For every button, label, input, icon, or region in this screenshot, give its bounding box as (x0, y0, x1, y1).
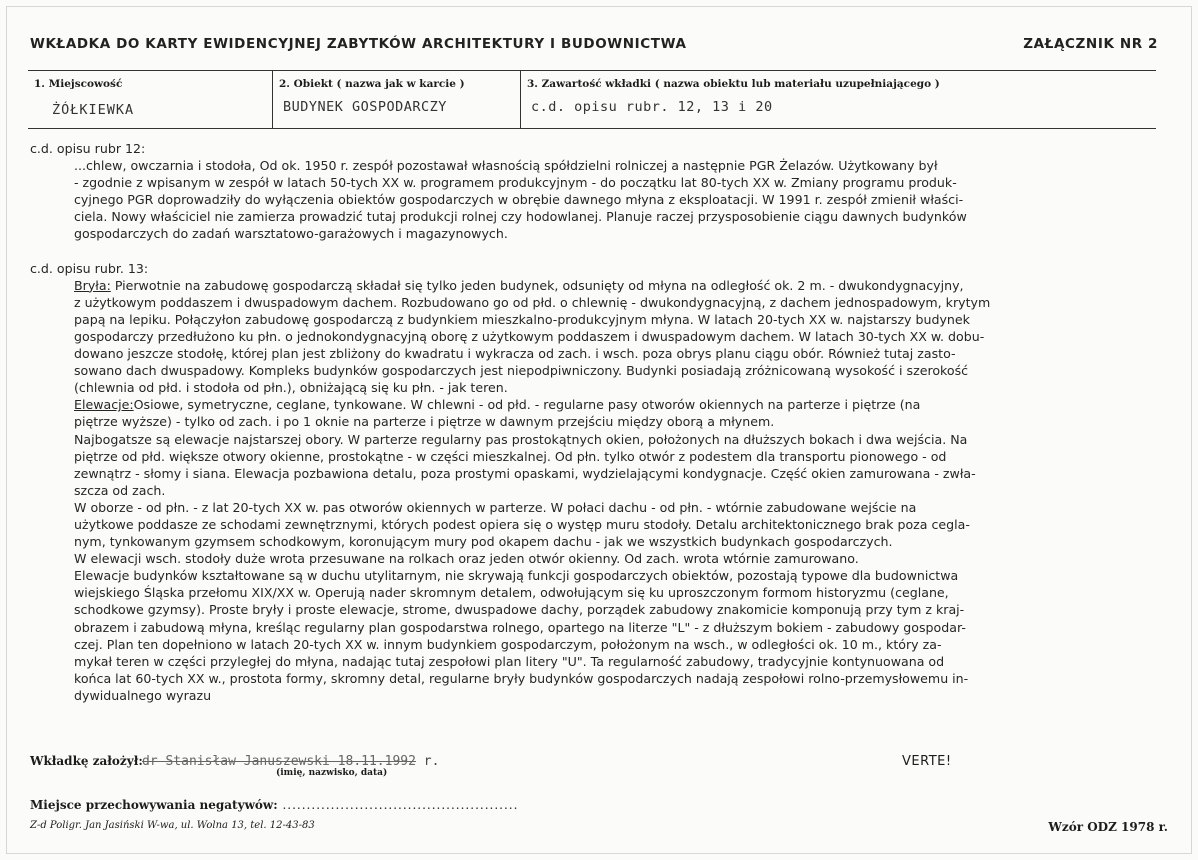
bryla-line: papą na lepiku. Połączyłon zabudowę gospodarczą z budynkiem mieszkalno-produkcyjnym młyna. W latach 20-tych XX w. najstarszy budynek (74, 311, 970, 327)
bryla-first-text: Pierwotnie na zabudowę gospodarczą składał się tylko jeden budynek, odsunięty od młyna na odległość ok. 2 m. - dwukondygnacyjny, (110, 277, 964, 293)
elewacje-line: obrazem i zabudową młyna, kreśląc regularny plan gospodarstwa rolnego, opartego na literze "L" - z dłuższym bokiem - zabudowy gospodar- (74, 619, 966, 635)
negatives-dots: ................................................. (277, 798, 519, 812)
elewacje-label: Elewacje: (74, 397, 134, 413)
section-12-heading: c.d. opisu rubr 12: (30, 141, 146, 156)
object-value: BUDYNEK GOSPODARCZY (283, 99, 447, 115)
annex-number: ZAŁĄCZNIK NR 2 (1023, 36, 1158, 52)
bryla-line: (chlewnia od płd. i stodoła od płn.), obniżającą się ku płn. - jak teren. (74, 380, 508, 396)
s12-line: - zgodnie z wpisanym w zespół w latach 50-tych XX w. programem produkcyjnym - do początku lat 80-tych XX w. Zmiany programu produk- (74, 175, 957, 191)
elewacje-first-line (74, 396, 1170, 413)
bryla-first-line (74, 277, 1170, 294)
elewacje-line: W elewacji wsch. stodoły duże wrota przesuwane na rolkach oraz jeden otwór okienny. Od zach. wrota wtórnie zamurowano. (74, 551, 859, 567)
author-row (30, 754, 1170, 784)
verte-note: VERTE! (902, 754, 952, 769)
s12-line: cyjnego PGR doprowadziły do wyłączenia obiektów gospodarczych w obrębie dawnego młyna z eksploatacji. W 1991 r. zespół zmienił właści- (74, 192, 964, 208)
location-label: 1. Miejscowość (34, 78, 123, 90)
bryla-line: dowano jeszcze stodołę, której plan jest zbliżony do kwadratu i wykracza od zach. i wsch. poza obrys planu ciągu obór. Również tutaj zasto- (74, 346, 956, 362)
section-12 (30, 140, 1170, 243)
author-entry (142, 754, 439, 769)
elewacje-line: W oborze - od płn. - z lat 20-tych XX w. pas otworów okiennych w parterze. W połaci dachu - od płn. - wtórnie zabudowane wejście na (74, 499, 917, 515)
elewacje-line: zewnątrz - słomy i siana. Elewacja pozbawiona detalu, poza prostymi opaskami, wydzielającymi kondygnacje. Część okien zamurowana - zwła- (74, 465, 976, 481)
elewacje-line: Najbogatsze są elewacje najstarszej obory. W parterze regularny pas prostokątnych okien, położonych na dłuższych bokach i dwa wejścia. Na (74, 431, 968, 447)
bryla-line: gospodarczy przedłużono ku płn. o jednokondygnacyjną oborę z użytkowym poddaszem i dwuspadowym dachem. W latach 30-tych XX w. dobu- (74, 328, 985, 344)
negatives-label: Miejsce przechowywania negatywów: (30, 798, 278, 812)
elewacje-line: użytkowe poddasze ze schodami zewnętrznymi, których podest opiera się o występ muru stodoły. Detalu architektonicznego brak poza cegla- (74, 516, 970, 532)
bryla-label: Bryła: (74, 277, 111, 293)
content-cell (520, 71, 1156, 128)
form-id: Wzór ODZ 1978 r. (1048, 820, 1168, 834)
printer-note: Z-d Poligr. Jan Jasiński W-wa, ul. Wolna 13, tel. 12-43-83 (30, 820, 315, 831)
elewacje-lines (30, 413, 1170, 704)
elewacje-line: mykał teren w części przyległej do młyna, nadając tutaj zespołowi plan litery "U". Ta regularność zabudowy, tradycyjnie kontynuowana od (74, 653, 945, 669)
location-value: ŻÓŁKIEWKA (52, 102, 135, 118)
description-body (30, 140, 1170, 704)
bryla-line: z użytkowym poddaszem i dwuspadowym dachem. Rozbudowano go od płd. o chlewnię - dwukondygnacyjną, z dachem jednospadowym, krytym (74, 294, 991, 310)
elewacje-line: wiejskiego Śląska przełomu XIX/XX w. Operują nader skromnym detalem, odwołującym się ku uproszczonym formom historyzmu (ceglane, (74, 585, 949, 601)
s12-line: ...chlew, owczarnia i stodoła, Od ok. 1950 r. zespół pozostawał własnością spółdzielni rolniczej a następnie PGR Żelazów. Użytkowany był (74, 158, 938, 174)
section-13-heading: c.d. opisu rubr. 13: (30, 260, 149, 276)
elewacje-line: szcza od zach. (74, 482, 166, 498)
section-12-lines (30, 157, 1170, 242)
elewacje-line: końca lat 60-tych XX w., prostota formy, skromny detal, regularne bryły budynków gospodarczych nadają zespołowi rolno-przemysłowemu in- (74, 670, 969, 686)
object-label: 2. Obiekt ( nazwa jak w karcie ) (279, 78, 465, 90)
bryla-lines (30, 294, 1170, 397)
s12-line: ciela. Nowy właściciel nie zamierza prowadzić tutaj produkcji rolnej czy hodowlanej. Planuje raczej przysposobienie ciągu dawnych budynków (74, 209, 967, 225)
location-cell (28, 71, 272, 128)
elewacje-line: czej. Plan ten dopełniono w latach 20-tych XX w. innym budynkiem gospodarczym, położonym na wsch., w odległości ok. 10 m., który za- (74, 636, 942, 652)
card-header (30, 36, 1158, 52)
content-value: c.d. opisu rubr. 12, 13 i 20 (531, 99, 773, 115)
elewacje-line: piętrze wyższe) - tylko od zach. i po 1 oknie na parterze i piętrze w dawnym przejściu między oborą a młynem. (74, 414, 775, 430)
author-label: Wkładkę założył: (30, 754, 143, 768)
author-value: dr Stanisław Januszewski 18.11.1992 (142, 754, 416, 769)
content-label: 3. Zawartość wkładki ( nazwa obiektu lub materiału uzupełniającego ) (527, 78, 940, 90)
section-13 (30, 260, 1170, 704)
s12-line: gospodarczych do zadań warsztatowo-garażowych i magazynowych. (74, 226, 508, 242)
card-title: WKŁADKA DO KARTY EWIDENCYJNEJ ZABYTKÓW ARCHITEKTURY I BUDOWNICTWA (30, 36, 687, 52)
elewacje-line: piętrze od płd. większe otwory okienne, prostokątne - w części mieszkalnej. Od płn. tylko otwór z podestem dla transportu pionowego - od (74, 448, 947, 464)
object-cell (272, 71, 520, 128)
negatives-row (30, 798, 518, 812)
author-caption: (imię, nazwisko, data) (276, 768, 388, 778)
elewacje-line: schodkowe gzymsy). Proste bryły i proste elewacje, strome, dwuspadowe dachy, porządek zabudowy znakomicie komponują przy tym z kraj- (74, 602, 965, 618)
meta-table (28, 70, 1156, 129)
elewacje-line: dywidualnego wyrazu (74, 687, 212, 703)
bryla-line: sowano dach dwuspadowy. Kompleks budynków gospodarczych jest niepodpiwniczony. Budynki posiadają zróżnicowaną wysokość i szerokość (74, 363, 969, 379)
elewacje-first-text: Osiowe, symetryczne, ceglane, tynkowane. W chlewni - od płd. - regularne pasy otworów okiennych na parterze i piętrze (na (133, 397, 921, 413)
author-suffix: r. (415, 754, 440, 769)
elewacje-line: nym, tynkowanym gzymsem schodkowym, koronującym mury pod okapem dachu - jak we wszystkich budynkach gospodarczych. (74, 534, 893, 550)
elewacje-line: Elewacje budynków kształtowane są w duchu utylitarnym, nie skrywają funkcji gospodarczych obiektów, pozostają typowe dla budownictwa (74, 568, 959, 584)
